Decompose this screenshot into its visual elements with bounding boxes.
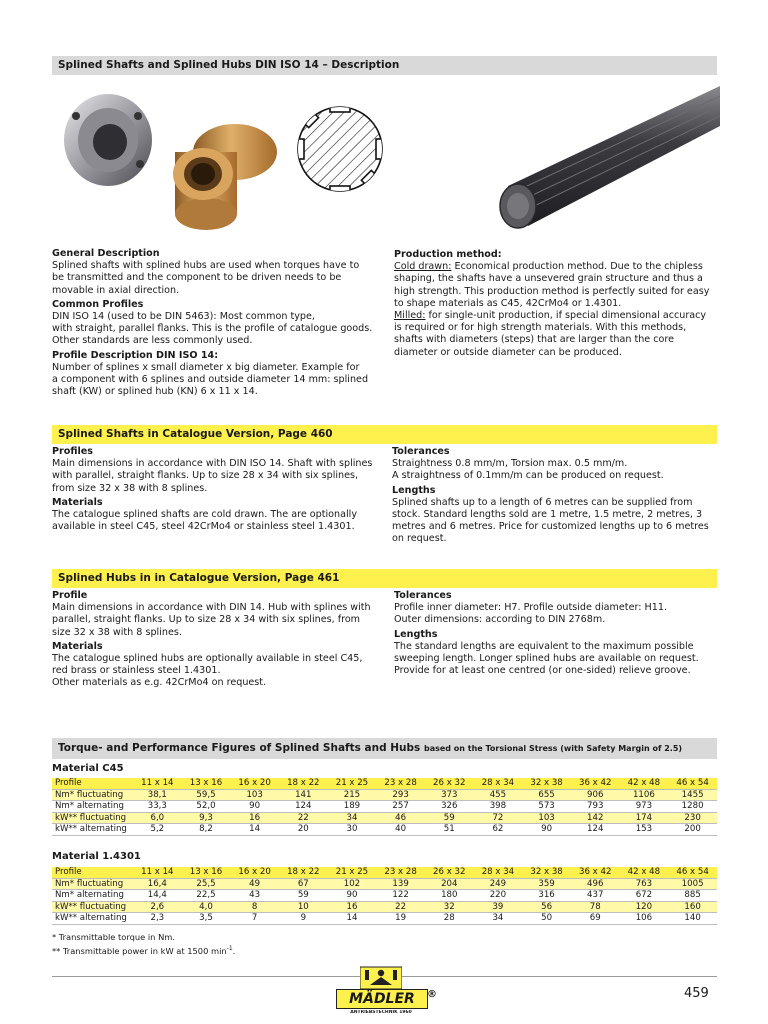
c45-value-cell: 6,0 [133, 812, 182, 824]
shafts-right-block [392, 446, 716, 546]
footnote-power: ** Transmittable power in kW at 1500 $\min^{-1}$. [52, 945, 236, 956]
cold-drawn-text: Cold drawn: Economical production method. Due to the chipless shaping, the shafts have a unsevered grain structure and thus a high strength. This production method is perfectly suited for easy to shape materials as C45, 42CrMo4 or 1.4301. [394, 261, 710, 309]
c45-value-cell: 9,3 [182, 812, 231, 824]
ss-value-cell: 437 [571, 890, 620, 902]
ss-row-label: kW** fluctuating [52, 901, 133, 913]
c45-header-cell: 42 x 48 [620, 778, 669, 789]
torque-title: Torque- and Performance Figures of Splined Shafts and Hubs [58, 742, 421, 754]
c45-value-cell: 5,2 [133, 824, 182, 836]
c45-header-cell: 18 x 22 [279, 778, 328, 789]
ss-value-cell: 90 [328, 890, 377, 902]
c45-header-cell: 32 x 38 [522, 778, 571, 789]
common-profiles-heading: Common Profiles [52, 298, 144, 310]
section-header-torque [52, 738, 717, 759]
c45-value-cell: 22 [279, 812, 328, 824]
c45-table-row [52, 789, 717, 801]
ss-header-cell: Profile [52, 867, 133, 878]
c45-header-cell: 13 x 16 [182, 778, 231, 789]
c45-value-cell: 141 [279, 789, 328, 801]
c45-value-cell: 103 [522, 812, 571, 824]
ss-value-cell: 140 [668, 913, 717, 925]
shafts-left-block [52, 446, 374, 533]
hubs-lengths-heading: Lengths [394, 628, 438, 640]
ss-value-cell: 16,4 [133, 878, 182, 890]
ss-value-cell: 43 [230, 890, 279, 902]
ss-value-cell: 139 [376, 878, 425, 890]
ss-table-row [52, 901, 717, 913]
ss-header-cell: 46 x 54 [668, 867, 717, 878]
c45-value-cell: 33,3 [133, 801, 182, 813]
ss-value-cell: 106 [620, 913, 669, 925]
general-description-block [52, 248, 374, 398]
c45-value-cell: 257 [376, 801, 425, 813]
hubs-profile-text: Main dimensions in accordance with DIN 14. Hub with splines with parallel, straight flanks. Up to size 28 x 34 with six splines, from size 32 x 38 with 8 splines. [52, 602, 371, 638]
hubs-left-block [52, 590, 374, 690]
profile-description-text-3: shaft (KW) or splined hub (KN) 6 x 11 x 14. [52, 386, 258, 398]
material-c45-title: Material C45 [52, 763, 124, 774]
c45-value-cell: 153 [620, 824, 669, 836]
profile-description-text-2: a component with 6 splines and outside diameter 14 mm: splined [52, 374, 369, 386]
c45-value-cell: 40 [376, 824, 425, 836]
c45-table-row [52, 801, 717, 813]
ss-value-cell: 19 [376, 913, 425, 925]
shafts-tolerances-text-1: Straightness 0.8 mm/m, Torsion max. 0.5 mm/m. [392, 458, 628, 470]
footnote-torque: * Transmittable torque in Nm. [52, 932, 175, 942]
c45-value-cell: 90 [230, 801, 279, 813]
c45-value-cell: 124 [279, 801, 328, 813]
c45-value-cell: 230 [668, 812, 717, 824]
ss-value-cell: 50 [522, 913, 571, 925]
ss-value-cell: 220 [474, 890, 523, 902]
ss-value-cell: 67 [279, 878, 328, 890]
ss-value-cell: 32 [425, 901, 474, 913]
production-method-heading: Production method: [394, 249, 502, 260]
c45-value-cell: 46 [376, 812, 425, 824]
material-14301-title: Material 1.4301 [52, 851, 141, 862]
ss-value-cell: 885 [668, 890, 717, 902]
ss-row-label: Nm* fluctuating [52, 878, 133, 890]
milled-text: Milled: for single-unit production, if special dimensional accuracy is required or for high strength materials. With this methods, shafts with diameters (steps) that are larger than the core diameter or outside diameter can be produced. [394, 310, 707, 358]
section-header-splined-shafts: Splined Shafts in Catalogue Version, Page 460 [52, 425, 717, 444]
ss-value-cell: 2,3 [133, 913, 182, 925]
ss-row-label: kW** alternating [52, 913, 133, 925]
ss-value-cell: 16 [328, 901, 377, 913]
ss-value-cell: 122 [376, 890, 425, 902]
ss-value-cell: 28 [425, 913, 474, 925]
hubs-materials-heading: Materials [52, 640, 103, 652]
ss-value-cell: 120 [620, 901, 669, 913]
material-c45-table [52, 778, 717, 836]
production-method-block [394, 249, 716, 359]
ss-value-cell: 78 [571, 901, 620, 913]
general-description-heading: General Description [52, 248, 160, 259]
c45-value-cell: 793 [571, 801, 620, 813]
ss-value-cell: 14,4 [133, 890, 182, 902]
ss-value-cell: 204 [425, 878, 474, 890]
c45-value-cell: 174 [620, 812, 669, 824]
c45-value-cell: 1106 [620, 789, 669, 801]
splined-hub-flange-image [58, 88, 158, 193]
c45-header-cell: 46 x 54 [668, 778, 717, 789]
section-header-description: Splined Shafts and Splined Hubs DIN ISO 14 – Description [52, 56, 717, 75]
ss-header-cell: 13 x 16 [182, 867, 231, 878]
profile-description-heading: Profile Description DIN ISO 14: [52, 349, 219, 361]
ss-table-row [52, 913, 717, 925]
ss-value-cell: 102 [328, 878, 377, 890]
ss-row-label: Nm* alternating [52, 890, 133, 902]
torque-subtitle: based on the Torsional Stress (with Safety Margin of 2.5) [423, 744, 683, 753]
ss-value-cell: 49 [230, 878, 279, 890]
c45-header-cell: 28 x 34 [474, 778, 523, 789]
c45-value-cell: 62 [474, 824, 523, 836]
hubs-materials-text-1: The catalogue splined hubs are optionally available in steel C45, red brass or stainless steel 1.4301. [52, 653, 363, 677]
c45-value-cell: 1455 [668, 789, 717, 801]
c45-value-cell: 573 [522, 801, 571, 813]
c45-value-cell: 59 [425, 812, 474, 824]
material-14301-table [52, 867, 717, 925]
shafts-lengths-text: Splined shafts up to a length of 6 metres can be supplied from stock. Standard lengths sold are 1 metre, 1.5 metre, 2 metres, 3 metres and 6 metres. Price for customized lengths up to 6 metres on request. [392, 496, 709, 545]
madler-logo [336, 965, 436, 1021]
ss-value-cell: 4,0 [182, 901, 231, 913]
c45-value-cell: 326 [425, 801, 474, 813]
general-description-text: Splined shafts with splined hubs are used when torques have to be transmitted and the component to be driven needs to be movable in axial direction. [52, 260, 360, 296]
hubs-materials-text-2: Other materials as e.g. 42CrMo4 on request. [52, 677, 267, 689]
c45-value-cell: 14 [230, 824, 279, 836]
hubs-lengths-text: The standard lengths are equivalent to the maximum possible sweeping length. Longer splined hubs are available on request. Provide for at least one centred (or one-sided) relieve groove. [394, 640, 699, 677]
ss-value-cell: 69 [571, 913, 620, 925]
c45-value-cell: 51 [425, 824, 474, 836]
hubs-right-block [394, 590, 716, 677]
shafts-materials-heading: Materials [52, 496, 103, 508]
c45-value-cell: 16 [230, 812, 279, 824]
ss-header-cell: 21 x 25 [328, 867, 377, 878]
c45-header-cell: Profile [52, 778, 133, 789]
madler-logo-emblem-icon [360, 965, 402, 989]
footnotes [52, 932, 235, 957]
c45-value-cell: 72 [474, 812, 523, 824]
ss-value-cell: 359 [522, 878, 571, 890]
profile-description-text-1: Number of splines x small diameter x big diameter. Example for [52, 361, 360, 373]
c45-table-row [52, 824, 717, 836]
ss-value-cell: 7 [230, 913, 279, 925]
c45-value-cell: 142 [571, 812, 620, 824]
ss-value-cell: 672 [620, 890, 669, 902]
c45-value-cell: 52,0 [182, 801, 231, 813]
c45-value-cell: 1280 [668, 801, 717, 813]
hubs-profile-heading: Profile [52, 590, 88, 601]
ss-value-cell: 180 [425, 890, 474, 902]
shafts-profiles-heading: Profiles [52, 446, 93, 457]
c45-value-cell: 189 [328, 801, 377, 813]
hubs-tolerances-text-1: Profile inner diameter: H7. Profile outside diameter: H11. [394, 602, 667, 614]
ss-value-cell: 59 [279, 890, 328, 902]
section-header-splined-hubs: Splined Hubs in in Catalogue Version, Page 461 [52, 569, 717, 588]
c45-value-cell: 293 [376, 789, 425, 801]
c45-value-cell: 200 [668, 824, 717, 836]
c45-value-cell: 38,1 [133, 789, 182, 801]
c45-row-label: Nm* fluctuating [52, 789, 133, 801]
ss-value-cell: 34 [474, 913, 523, 925]
hubs-tolerances-heading: Tolerances [394, 590, 452, 601]
ss-value-cell: 8 [230, 901, 279, 913]
ss-value-cell: 10 [279, 901, 328, 913]
ss-header-cell: 23 x 28 [376, 867, 425, 878]
shafts-tolerances-text-2: A straightness of 0.1mm/m can be produced on request. [392, 470, 664, 482]
ss-header-cell: 18 x 22 [279, 867, 328, 878]
madler-logo-tagline: ANTRIEBSTECHNIK 1960 [350, 1010, 412, 1015]
c45-header-cell: 11 x 14 [133, 778, 182, 789]
madler-logo-wordmark: MÄDLER [336, 989, 428, 1009]
ss-header-row [52, 867, 717, 878]
c45-value-cell: 90 [522, 824, 571, 836]
c45-value-cell: 103 [230, 789, 279, 801]
ss-header-cell: 16 x 20 [230, 867, 279, 878]
splined-hub-bronze-image [165, 112, 280, 232]
c45-value-cell: 373 [425, 789, 474, 801]
ss-header-cell: 11 x 14 [133, 867, 182, 878]
ss-header-cell: 32 x 38 [522, 867, 571, 878]
hubs-tolerances-text-2: Outer dimensions: according to DIN 2768m. [394, 614, 606, 626]
c45-value-cell: 215 [328, 789, 377, 801]
ss-value-cell: 9 [279, 913, 328, 925]
ss-table-row [52, 890, 717, 902]
shafts-materials-text: The catalogue splined shafts are cold drawn. The are optionally available in steel C45, steel 42CrMo4 or stainless steel 1.4301. [52, 509, 357, 533]
shafts-lengths-heading: Lengths [392, 484, 436, 496]
shafts-profiles-text: Main dimensions in accordance with DIN ISO 14. Shaft with splines with parallel, straight flanks. Up to size 28 x 34 with six splines, from size 32 x 38 with 8 splines. [52, 458, 373, 494]
c45-value-cell: 655 [522, 789, 571, 801]
common-profiles-text-2: with straight, parallel flanks. This is the profile of catalogue goods. [52, 323, 373, 335]
c45-header-cell: 36 x 42 [571, 778, 620, 789]
c45-header-row [52, 778, 717, 789]
registered-mark: ® [427, 989, 437, 1000]
c45-value-cell: 59,5 [182, 789, 231, 801]
ss-value-cell: 25,5 [182, 878, 231, 890]
ss-value-cell: 249 [474, 878, 523, 890]
ss-header-cell: 36 x 42 [571, 867, 620, 878]
common-profiles-text-1: DIN ISO 14 (used to be DIN 5463): Most common type, [52, 311, 315, 323]
c45-value-cell: 30 [328, 824, 377, 836]
c45-value-cell: 398 [474, 801, 523, 813]
c45-row-label: kW** fluctuating [52, 812, 133, 824]
spline-profile-cross-section-icon [290, 98, 390, 200]
ss-value-cell: 22 [376, 901, 425, 913]
c45-value-cell: 973 [620, 801, 669, 813]
c45-value-cell: 124 [571, 824, 620, 836]
page-number: 459 [684, 986, 709, 1001]
c45-value-cell: 8,2 [182, 824, 231, 836]
milled-label: Milled: [394, 310, 426, 322]
c45-value-cell: 906 [571, 789, 620, 801]
common-profiles-text-3: Other standards are less commonly used. [52, 335, 253, 347]
ss-table-row [52, 878, 717, 890]
ss-value-cell: 39 [474, 901, 523, 913]
ss-value-cell: 316 [522, 890, 571, 902]
ss-header-cell: 26 x 32 [425, 867, 474, 878]
c45-header-cell: 21 x 25 [328, 778, 377, 789]
ss-value-cell: 22,5 [182, 890, 231, 902]
ss-value-cell: 763 [620, 878, 669, 890]
cold-drawn-label: Cold drawn: [394, 261, 452, 273]
c45-header-cell: 23 x 28 [376, 778, 425, 789]
c45-row-label: kW** alternating [52, 824, 133, 836]
splined-shaft-image [498, 86, 720, 234]
ss-value-cell: 2,6 [133, 901, 182, 913]
c45-header-cell: 16 x 20 [230, 778, 279, 789]
c45-header-cell: 26 x 32 [425, 778, 474, 789]
c45-value-cell: 34 [328, 812, 377, 824]
ss-value-cell: 496 [571, 878, 620, 890]
c45-row-label: Nm* alternating [52, 801, 133, 813]
c45-value-cell: 455 [474, 789, 523, 801]
ss-value-cell: 56 [522, 901, 571, 913]
shafts-tolerances-heading: Tolerances [392, 446, 450, 457]
ss-value-cell: 14 [328, 913, 377, 925]
c45-table-row [52, 812, 717, 824]
c45-value-cell: 20 [279, 824, 328, 836]
ss-header-cell: 42 x 48 [620, 867, 669, 878]
ss-header-cell: 28 x 34 [474, 867, 523, 878]
ss-value-cell: 1005 [668, 878, 717, 890]
ss-value-cell: 3,5 [182, 913, 231, 925]
ss-value-cell: 160 [668, 901, 717, 913]
